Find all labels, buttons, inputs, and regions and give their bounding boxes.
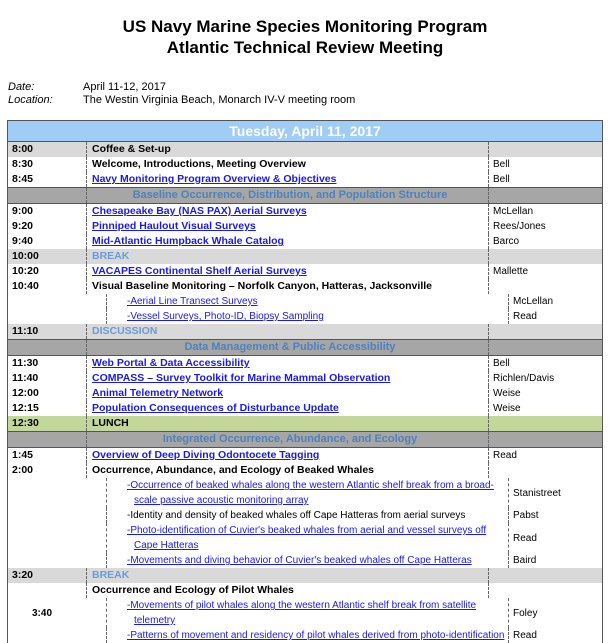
date-value: April 11-12, 2017 <box>83 81 166 93</box>
speaker-cell: Stanistreet <box>513 487 561 499</box>
agenda-row <box>8 386 602 401</box>
speaker-cell: Read <box>513 311 537 322</box>
date-line <box>8 81 166 93</box>
agenda-row <box>8 172 602 187</box>
session-cell <box>87 249 489 264</box>
speaker-cell: Foley <box>513 607 538 619</box>
speaker-cell: Weise <box>493 388 521 399</box>
session-cell <box>107 523 509 553</box>
agenda-row <box>8 294 602 309</box>
agenda-row <box>8 249 602 264</box>
presentation-link[interactable]: -Aerial Line Transect Surveys <box>127 296 258 307</box>
document-title: US Navy Marine Species Monitoring Program <box>122 17 488 36</box>
session-cell <box>87 172 489 187</box>
agenda-row <box>8 478 602 508</box>
agenda-row <box>8 583 602 598</box>
speaker-cell <box>489 583 602 598</box>
speaker-cell <box>489 463 602 478</box>
agenda-row <box>8 523 602 553</box>
speaker-cell <box>489 432 602 447</box>
session-cell <box>87 204 489 219</box>
speaker-cell: Pabst <box>513 510 539 521</box>
time-cell <box>8 583 87 598</box>
session-cell <box>87 432 489 447</box>
speaker-cell <box>489 188 602 203</box>
presentation-link[interactable]: -Occurrence of beaked whales along the western Atlantic shelf break from a broad-scale passive acoustic monitoring array <box>127 480 494 506</box>
speaker-cell: Read <box>513 630 537 641</box>
time-cell: 12:30 <box>8 416 87 431</box>
session-cell <box>87 583 489 598</box>
time-cell <box>8 432 87 447</box>
speaker-cell: Baird <box>513 555 537 566</box>
section-title: Integrated Occurrence, Abundance, and Ecology <box>162 433 418 445</box>
agenda-row <box>8 279 602 294</box>
presentation-link[interactable]: -Vessel Surveys, Photo-ID, Biopsy Sampling <box>127 311 324 322</box>
session-link[interactable]: Overview of Deep Diving Odontocete Tagging <box>92 449 320 461</box>
time-cell: 11:10 <box>8 324 87 339</box>
speaker-cell <box>489 279 602 294</box>
session-cell <box>87 448 489 463</box>
time-cell: 8:00 <box>8 142 87 157</box>
speaker-cell: Bell <box>493 174 510 185</box>
session-title: Occurrence, Abundance, and Ecology of Beaked Whales <box>92 464 375 476</box>
date-label: Date: <box>8 81 35 93</box>
agenda-row <box>8 309 602 324</box>
section-title: Data Management & Public Accessibility <box>184 341 396 353</box>
time-cell <box>28 523 107 553</box>
day-header: Tuesday, April 11, 2017 <box>8 121 602 142</box>
time-cell: 8:30 <box>8 157 87 172</box>
time-cell: 12:00 <box>8 386 87 401</box>
presentation-link[interactable]: -Movements of pilot whales along the western Atlantic shelf break from satellite telemetry <box>127 600 477 626</box>
session-title: DISCUSSION <box>92 325 158 337</box>
agenda-row <box>8 234 602 249</box>
session-cell <box>87 157 489 172</box>
session-title: Coffee & Set-up <box>92 143 171 155</box>
time-cell: 8:45 <box>8 172 87 187</box>
location-value: The Westin Virginia Beach, Monarch IV-V meeting room <box>83 94 356 106</box>
time-cell: 11:40 <box>8 371 87 386</box>
document-subtitle: Atlantic Technical Review Meeting <box>166 38 444 57</box>
agenda-row <box>8 371 602 386</box>
location-line <box>8 94 355 106</box>
session-link[interactable]: Chesapeake Bay (NAS PAX) Aerial Surveys <box>92 205 307 217</box>
session-cell <box>87 386 489 401</box>
session-cell <box>87 279 489 294</box>
session-title: Occurrence and Ecology of Pilot Whales <box>92 584 294 596</box>
speaker-cell: McLellan <box>493 206 534 217</box>
speaker-cell: Bell <box>493 358 510 369</box>
session-link[interactable]: Mid-Atlantic Humpback Whale Catalog <box>92 235 284 247</box>
agenda-row <box>8 264 602 279</box>
agenda-row <box>8 628 602 643</box>
speaker-cell: Read <box>513 532 537 544</box>
session-cell <box>87 142 489 157</box>
time-cell <box>28 553 107 568</box>
time-cell <box>28 628 107 643</box>
session-link[interactable]: Pinniped Haulout Visual Surveys <box>92 220 256 232</box>
time-cell: 3:40 <box>28 598 107 628</box>
session-cell <box>87 324 489 339</box>
session-cell <box>87 568 489 583</box>
location-label: Location: <box>8 94 53 106</box>
session-cell <box>87 264 489 279</box>
session-title: Visual Baseline Monitoring – Norfolk Canyon, Hatteras, Jacksonville <box>92 280 432 292</box>
session-link[interactable]: Navy Monitoring Program Overview & Objectives <box>92 173 337 185</box>
session-title: BREAK <box>92 250 130 262</box>
time-cell <box>28 309 107 324</box>
time-cell: 3:20 <box>8 568 87 583</box>
time-cell: 12:15 <box>8 401 87 416</box>
session-link[interactable]: Animal Telemetry Network <box>92 387 224 399</box>
section-title: Baseline Occurrence, Distribution, and Population Structure <box>132 189 448 201</box>
time-cell: 10:40 <box>8 279 87 294</box>
session-cell <box>87 401 489 416</box>
presentation-link[interactable]: -Patterns of movement and residency of pilot whales derived from photo-identification <box>127 630 505 641</box>
time-cell <box>8 340 87 355</box>
time-cell: 10:20 <box>8 264 87 279</box>
time-cell: 2:00 <box>8 463 87 478</box>
session-title: Welcome, Introductions, Meeting Overview <box>92 158 306 170</box>
session-cell <box>87 219 489 234</box>
speaker-cell <box>489 568 602 583</box>
speaker-cell: Barco <box>493 236 520 247</box>
session-cell <box>107 294 509 309</box>
time-cell: 9:40 <box>8 234 87 249</box>
session-cell <box>107 628 509 643</box>
agenda-row <box>8 324 602 339</box>
session-cell <box>107 553 509 568</box>
agenda-row <box>8 508 602 523</box>
session-title: LUNCH <box>92 417 129 429</box>
speaker-cell: Rees/Jones <box>493 221 546 232</box>
session-link[interactable]: COMPASS – Survey Toolkit for Marine Mammal Observation <box>92 372 391 384</box>
session-cell <box>107 508 509 523</box>
section-header-row <box>8 431 602 448</box>
session-cell <box>87 356 489 371</box>
speaker-cell: Read <box>493 450 517 461</box>
session-cell <box>87 188 489 203</box>
presentation-link[interactable]: -Photo-identification of Cuvier's beaked whales from aerial and vessel surveys off Cape Hatteras <box>127 525 487 551</box>
session-link[interactable]: Web Portal & Data Accessibility <box>92 357 250 369</box>
agenda-table <box>7 120 603 643</box>
agenda-row <box>8 463 602 478</box>
time-cell: 10:00 <box>8 249 87 264</box>
speaker-cell: McLellan <box>513 296 554 307</box>
session-cell <box>87 371 489 386</box>
session-cell <box>87 416 489 431</box>
section-header-row <box>8 339 602 356</box>
agenda-row <box>8 356 602 371</box>
agenda-row <box>8 401 602 416</box>
speaker-cell <box>489 249 602 264</box>
time-cell: 9:00 <box>8 204 87 219</box>
agenda-row <box>8 568 602 583</box>
time-cell <box>8 188 87 203</box>
session-cell <box>87 340 489 355</box>
agenda-row <box>8 416 602 431</box>
agenda-row <box>8 553 602 568</box>
time-cell: 9:20 <box>8 219 87 234</box>
agenda-rows <box>8 142 602 643</box>
session-cell <box>87 463 489 478</box>
agenda-row <box>8 448 602 463</box>
presentation-link[interactable]: -Movements and diving behavior of Cuvier's beaked whales off Cape Hatteras <box>127 555 472 566</box>
time-cell <box>28 294 107 309</box>
speaker-cell: Bell <box>493 159 510 170</box>
time-cell: 1:45 <box>8 448 87 463</box>
session-link[interactable]: VACAPES Continental Shelf Aerial Surveys <box>92 265 307 277</box>
session-cell <box>107 478 509 508</box>
agenda-row <box>8 204 602 219</box>
time-cell <box>28 478 107 508</box>
time-cell <box>28 508 107 523</box>
session-cell <box>87 234 489 249</box>
speaker-cell: Mallette <box>493 266 529 277</box>
agenda-row <box>8 142 602 157</box>
session-link[interactable]: Population Consequences of Disturbance Update <box>92 402 339 414</box>
speaker-cell <box>489 340 602 355</box>
agenda-row <box>8 157 602 172</box>
session-title: BREAK <box>92 569 130 581</box>
time-cell: 11:30 <box>8 356 87 371</box>
speaker-cell <box>489 142 602 157</box>
session-cell <box>107 309 509 324</box>
speaker-cell <box>489 324 602 339</box>
section-header-row <box>8 187 602 204</box>
speaker-cell: Weise <box>493 403 521 414</box>
speaker-cell <box>489 416 602 431</box>
speaker-cell: Richlen/Davis <box>493 373 555 384</box>
presentation-title: -Identity and density of beaked whales off Cape Hatteras from aerial surveys <box>127 510 466 521</box>
agenda-row <box>8 219 602 234</box>
